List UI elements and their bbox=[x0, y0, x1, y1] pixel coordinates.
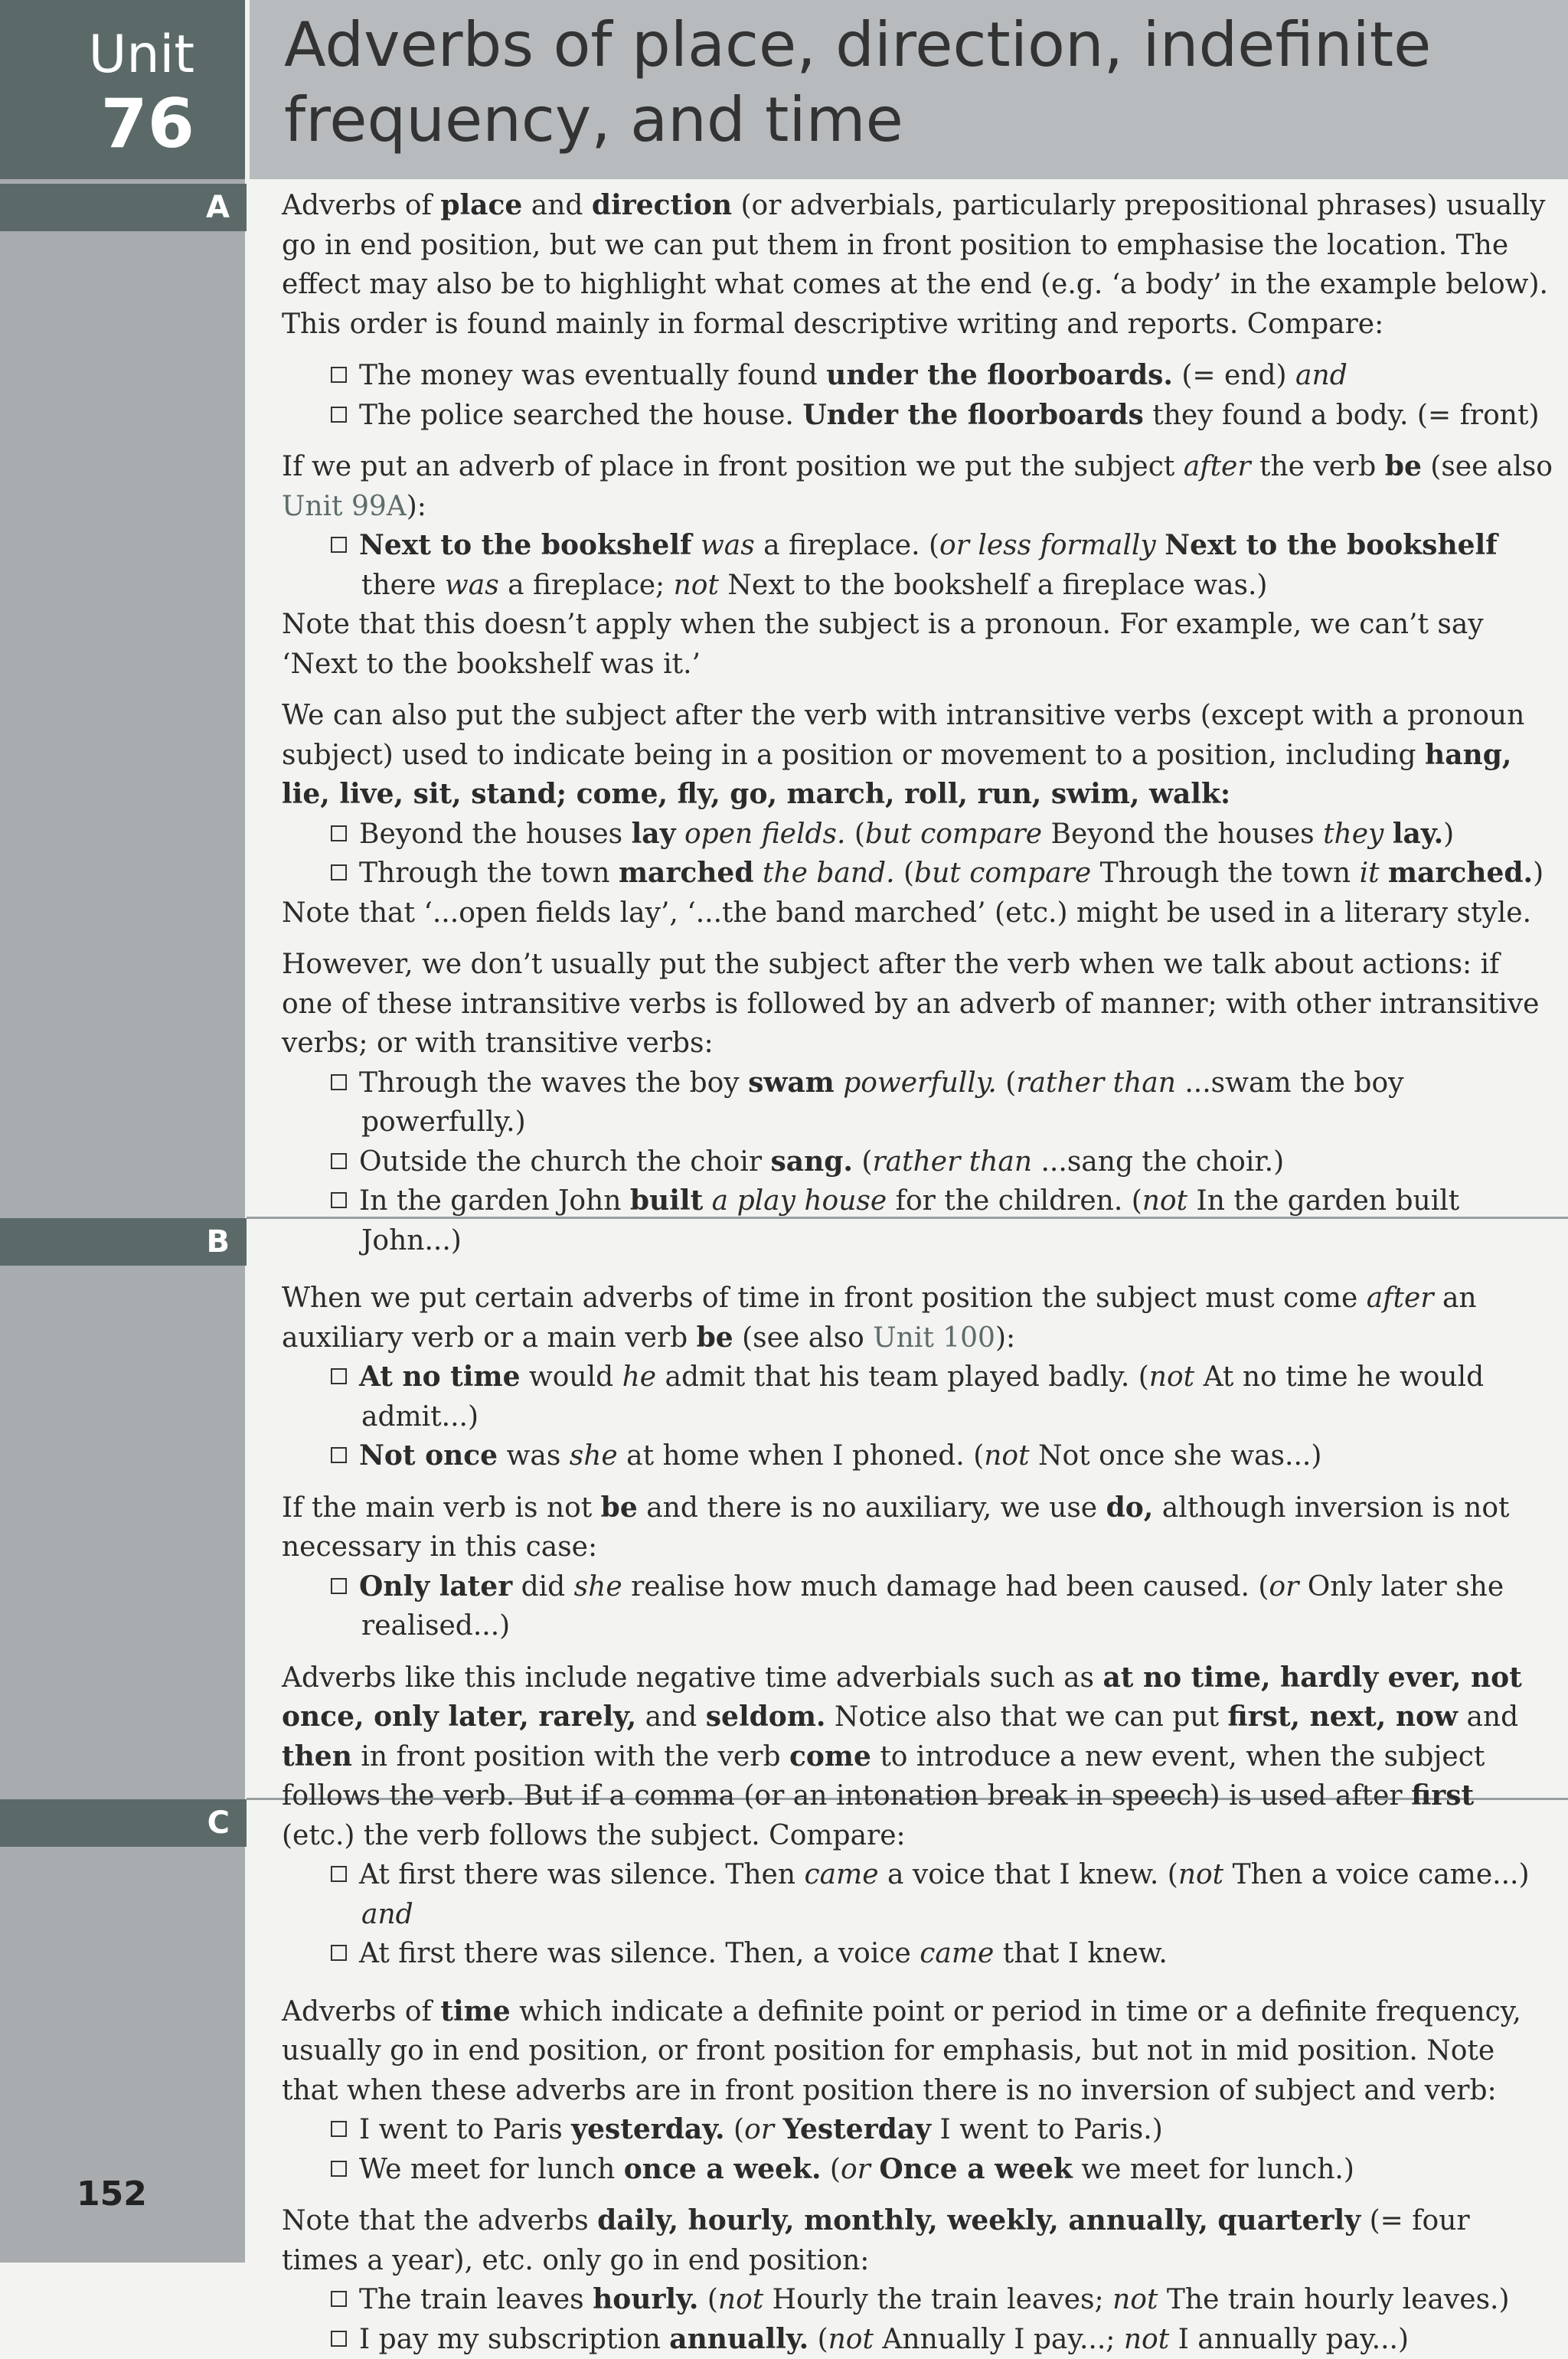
paragraph: When we put certain adverbs of time in front position the subject must come after an auxiliary verb or a main verb be (see also Unit 100): bbox=[282, 1279, 1554, 1358]
section-tab-a: A bbox=[0, 184, 247, 231]
left-sidebar bbox=[0, 0, 245, 2263]
checkbox-bullet-icon bbox=[331, 2121, 347, 2137]
example-sentence: Not once was she at home when I phoned. (not Not once she was...) bbox=[282, 1436, 1554, 1476]
checkbox-bullet-icon bbox=[331, 537, 347, 553]
paragraph: If the main verb is not be and there is no auxiliary, we use do, although inversion is not necessary in this case: bbox=[282, 1488, 1554, 1567]
section-tab-c: C bbox=[0, 1799, 247, 1847]
paragraph: If we put an adverb of place in front position we put the subject after the verb be (see also Unit 99A): bbox=[282, 447, 1554, 526]
example-sentence: Through the town marched the band. (but compare Through the town it marched.) bbox=[282, 854, 1554, 894]
example-sentence: Only later did she realise how much damage had been caused. (or Only later she realised...) bbox=[282, 1567, 1554, 1646]
checkbox-bullet-icon bbox=[331, 2331, 347, 2347]
checkbox-bullet-icon bbox=[331, 1192, 347, 1208]
section-c bbox=[282, 1992, 1554, 2359]
example-sentence: Outside the church the choir sang. (rather than ...sang the choir.) bbox=[282, 1142, 1554, 1182]
unit-number: 76 bbox=[0, 84, 194, 163]
unit-badge bbox=[0, 0, 245, 179]
paragraph: However, we don’t usually put the subject after the verb when we talk about actions: if one of these intransitive verbs is followed by an adverb of manner; with other intransitive verbs; or with transitive verbs: bbox=[282, 945, 1554, 1064]
unit-reference-link: Unit 100 bbox=[873, 1322, 995, 1354]
example-sentence: At first there was silence. Then came a voice that I knew. (not Then a voice came...) and bbox=[282, 1855, 1554, 1934]
checkbox-bullet-icon bbox=[331, 1945, 347, 1961]
checkbox-bullet-icon bbox=[331, 825, 347, 841]
paragraph: Adverbs like this include negative time adverbials such as at no time, hardly ever, not once, only later, rarely, and seldom. Notice also that we can put first, next, now and then in front position with the verb come to introduce a new event, when the subject follows the verb. But if a comma (or an intonation break in speech) is used after first (etc.) the verb follows the subject. Compare: bbox=[282, 1658, 1554, 1856]
checkbox-bullet-icon bbox=[331, 1368, 347, 1384]
checkbox-bullet-icon bbox=[331, 864, 347, 881]
paragraph: Adverbs of time which indicate a definite point or period in time or a definite frequency, usually go in end position, or front position for emphasis, but not in mid position. Note that when these adverbs are in front position there is no inversion of subject and verb: bbox=[282, 1992, 1554, 2111]
page-title: Adverbs of place, direction, indefinite frequency, and time bbox=[284, 8, 1509, 158]
checkbox-bullet-icon bbox=[331, 407, 347, 423]
checkbox-bullet-icon bbox=[331, 1447, 347, 1463]
example-sentence: The police searched the house. Under the floorboards they found a body. (= front) bbox=[282, 396, 1554, 436]
example-sentence: In the garden John built a play house for the children. (not In the garden built John...) bbox=[282, 1181, 1554, 1260]
checkbox-bullet-icon bbox=[331, 1153, 347, 1169]
unit-label: Unit bbox=[0, 25, 194, 85]
example-sentence: Next to the bookshelf was a fireplace. (or less formally Next to the bookshelf there was a fireplace; not Next to the bookshelf a fireplace was.) bbox=[282, 526, 1554, 605]
paragraph: Note that ‘...open fields lay’, ‘...the band marched’ (etc.) might be used in a literary style. bbox=[282, 894, 1554, 933]
paragraph: Adverbs of place and direction (or adverbials, particularly prepositional phrases) usually go in end position, but we can put them in front position to emphasise the location. The effect may also be to highlight what comes at the end (e.g. ‘a body’ in the example below). This order is found mainly in formal descriptive writing and reports. Compare: bbox=[282, 186, 1554, 344]
checkbox-bullet-icon bbox=[331, 1074, 347, 1090]
title-bar bbox=[250, 0, 1568, 179]
section-b bbox=[282, 1279, 1554, 1974]
example-sentence: We meet for lunch once a week. (or Once a week we meet for lunch.) bbox=[282, 2150, 1554, 2190]
paragraph: Note that the adverbs daily, hourly, monthly, weekly, annually, quarterly (= four times a year), etc. only go in end position: bbox=[282, 2201, 1554, 2280]
section-a bbox=[282, 186, 1554, 1260]
example-sentence: Beyond the houses lay open fields. (but compare Beyond the houses they lay.) bbox=[282, 815, 1554, 854]
paragraph: We can also put the subject after the verb with intransitive verbs (except with a pronoun subject) used to indicate being in a position or movement to a position, including hang, lie, live, sit, stand; come, fly, go, march, roll, run, swim, walk: bbox=[282, 696, 1554, 815]
page-number: 152 bbox=[77, 2174, 147, 2214]
content-area bbox=[282, 186, 1554, 2359]
checkbox-bullet-icon bbox=[331, 2161, 347, 2177]
checkbox-bullet-icon bbox=[331, 2291, 347, 2307]
section-tab-b: B bbox=[0, 1218, 247, 1266]
example-sentence: At first there was silence. Then, a voice came that I knew. bbox=[282, 1934, 1554, 1974]
example-sentence: I went to Paris yesterday. (or Yesterday I went to Paris.) bbox=[282, 2110, 1554, 2150]
unit-reference-link: Unit 99A bbox=[282, 491, 407, 522]
paragraph: Note that this doesn’t apply when the subject is a pronoun. For example, we can’t say ‘Next to the bookshelf was it.’ bbox=[282, 605, 1554, 684]
example-sentence: I pay my subscription annually. (not Annually I pay...; not I annually pay...) bbox=[282, 2320, 1554, 2359]
example-sentence: The money was eventually found under the floorboards. (= end) and bbox=[282, 356, 1554, 396]
checkbox-bullet-icon bbox=[331, 1578, 347, 1594]
example-sentence: At no time would he admit that his team played badly. (not At no time he would admit...) bbox=[282, 1358, 1554, 1436]
example-sentence: Through the waves the boy swam powerfully. (rather than ...swam the boy powerfully.) bbox=[282, 1064, 1554, 1142]
checkbox-bullet-icon bbox=[331, 367, 347, 383]
example-sentence: The train leaves hourly. (not Hourly the train leaves; not The train hourly leaves.) bbox=[282, 2280, 1554, 2320]
checkbox-bullet-icon bbox=[331, 1866, 347, 1882]
